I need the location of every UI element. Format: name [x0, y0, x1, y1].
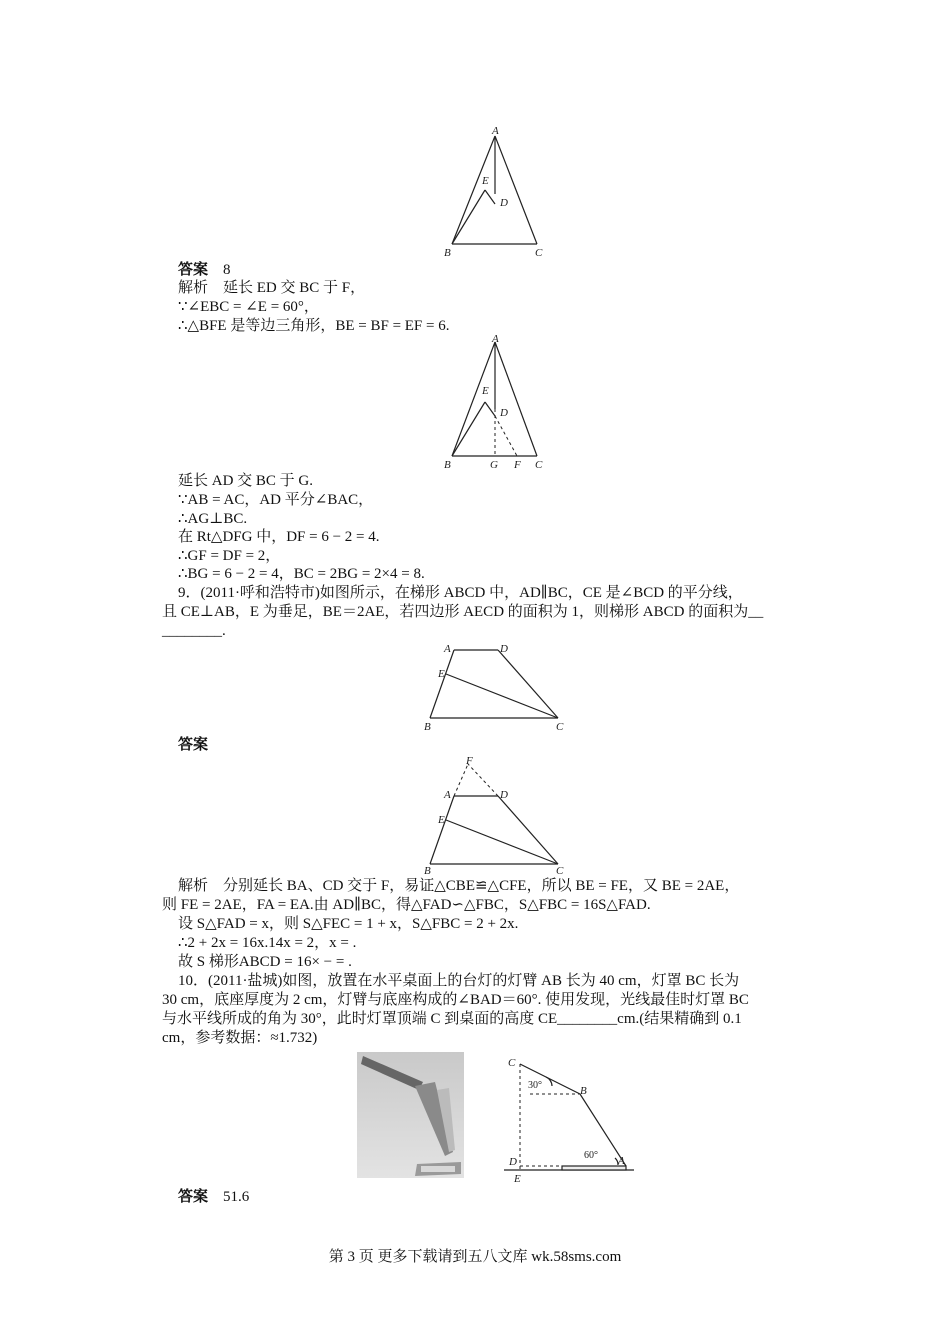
- solution-line-7: 在 Rt△DFG 中，DF = 6 − 2 = 4.: [178, 529, 380, 545]
- page-footer: 第 3 页 更多下载请到五八文库 wk.58sms.com: [328, 1249, 622, 1265]
- lamp-photo: [357, 1052, 464, 1178]
- label-E: E: [438, 814, 445, 826]
- figure-trapezoid-1: [418, 638, 578, 738]
- figure-lamp-diagram: [500, 1052, 640, 1184]
- label-B: B: [444, 459, 451, 471]
- label-60-degrees: 60°: [584, 1150, 598, 1161]
- question-10-line-2: 30 cm，底座厚度为 2 cm，灯臂与底座构成的∠BAD＝60°. 使用发现，光线最佳时灯罩 BC: [162, 992, 749, 1008]
- label-D: D: [500, 407, 508, 419]
- solution-line-4: 延长 AD 交 BC 于 G.: [178, 473, 314, 489]
- label-D: D: [500, 643, 508, 655]
- label-B: B: [580, 1085, 587, 1097]
- label-C: C: [556, 865, 564, 876]
- answer-9: 答案: [178, 737, 209, 753]
- solution-9-line-5: 故 S 梯形ABCD = 16× − = .: [178, 954, 352, 970]
- answer-10: 答案 51.6: [178, 1189, 250, 1205]
- question-9-line-3: ________.: [162, 623, 226, 639]
- label-D: D: [500, 789, 508, 801]
- solution-line-9: ∴BG = 6 − 2 = 4，BC = 2BG = 2×4 = 8.: [178, 566, 425, 582]
- answer-8: 答案 8: [178, 262, 231, 278]
- question-10-line-3: 与水平线所成的角为 30°，此时灯罩顶端 C 到桌面的高度 CE________cm.(结果精确到 0.1: [162, 1011, 742, 1027]
- label-C: C: [556, 721, 564, 733]
- label-D: D: [500, 197, 508, 209]
- label-A: A: [492, 125, 499, 137]
- label-F: F: [514, 459, 521, 471]
- solution-line-8: ∴GF = DF = 2，: [178, 548, 281, 564]
- label-A: A: [444, 643, 451, 655]
- label-F: F: [466, 755, 473, 767]
- label-A: A: [618, 1155, 625, 1167]
- label-A: A: [492, 334, 499, 345]
- label-B: B: [444, 247, 451, 259]
- label-G: G: [490, 459, 498, 471]
- question-9-line-2: 且 CE⊥AB，E 为垂足，BE＝2AE，若四边形 AECD 的面积为 1，则梯形 ABCD 的面积为__: [162, 604, 764, 620]
- label-D: D: [509, 1156, 517, 1168]
- label-E: E: [514, 1173, 521, 1184]
- question-10-line-4: cm，参考数据：≈1.732): [162, 1030, 318, 1046]
- label-C: C: [535, 247, 543, 259]
- solution-line-6: ∴AG⊥BC.: [178, 511, 248, 527]
- label-E: E: [482, 385, 489, 397]
- label-C: C: [508, 1057, 516, 1069]
- label-E: E: [482, 175, 489, 187]
- solution-9-line-2: 则 FE = 2AE，FA = EA.由 AD∥BC，得△FAD∽△FBC，S△FBC = 16S△FAD.: [162, 897, 651, 913]
- label-E: E: [438, 668, 445, 680]
- label-B: B: [424, 721, 431, 733]
- solution-9-line-3: 设 S△FAD = x，则 S△FEC = 1 + x，S△FBC = 2 + 2x.: [178, 916, 519, 932]
- figure-triangle-2: [440, 334, 550, 474]
- label-A: A: [444, 789, 451, 801]
- solution-line-1: 解析 延长 ED 交 BC 于 F，: [178, 280, 366, 296]
- label-B: B: [424, 865, 431, 876]
- question-10-line-1: 10．(2011·盐城)如图，放置在水平桌面上的台灯的灯臂 AB 长为 40 cm，灯罩 BC 长为: [178, 973, 740, 989]
- figure-trapezoid-2: [418, 754, 578, 876]
- question-9-line-1: 9．(2011·呼和浩特市)如图所示，在梯形 ABCD 中，AD∥BC，CE 是∠BCD 的平分线，: [178, 585, 743, 601]
- label-30-degrees: 30°: [528, 1080, 542, 1091]
- solution-9-line-1: 解析 分别延长 BA、CD 交于 F，易证△CBE≌△CFE，所以 BE = FE，又 BE = 2AE，: [178, 878, 740, 894]
- solution-line-3: ∴△BFE 是等边三角形，BE = BF = EF = 6.: [178, 318, 450, 334]
- solution-line-5: ∵AB = AC，AD 平分∠BAC，: [178, 492, 374, 508]
- solution-line-2: ∵∠EBC = ∠E = 60°，: [178, 299, 319, 315]
- solution-9-line-4: ∴2 + 2x = 16x.14x = 2，x = .: [178, 935, 357, 951]
- figure-triangle-1: [440, 122, 550, 262]
- label-C: C: [535, 459, 543, 471]
